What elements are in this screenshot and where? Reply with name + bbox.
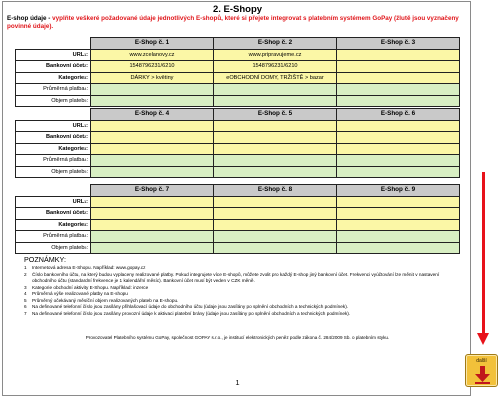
url-field[interactable] (337, 49, 460, 61)
account-field[interactable]: 1548796231/6210 (91, 61, 214, 73)
note-item: 4 Průměrná výše realizované platby na E-shopu (24, 291, 128, 296)
row-label-url: URL$^1$: (16, 120, 91, 132)
eshop-table-1 (15, 37, 460, 107)
account-field[interactable] (337, 208, 460, 220)
eshop-header: E-Shop č. 3 (337, 38, 460, 50)
category-field[interactable] (91, 143, 214, 155)
eshop-table-2 (15, 108, 460, 178)
red-arrow-head-icon (477, 333, 489, 345)
row-label-avg: Průměrná platba$^4$: (16, 231, 91, 243)
row-label-avg: Průměrná platba$^4$: (16, 155, 91, 167)
note-item: 2 Číslo bankovního účtu, na který budou vyplaceny realizované platby. Pokud integrujete více E-shopů, můžete zvolit pro každý E-shop jiný bankovní účet. Frekvenci vyúčtování lze měnit v nastavení obchodního účtu (standardní frekvence je 1 kalendářní měsíc). Bankovní účet musí být veden v CZK měně. (24, 271, 440, 283)
row-label-category: Kategorie$^3$: (16, 72, 91, 84)
category-field[interactable]: DÁRKY > květiny (91, 72, 214, 84)
avg-payment-field[interactable] (337, 84, 460, 96)
intro-dash: - (46, 15, 53, 22)
url-field[interactable] (91, 196, 214, 208)
next-page-button[interactable] (465, 354, 498, 387)
url-field[interactable] (91, 120, 214, 132)
url-field[interactable] (214, 196, 337, 208)
notes-list (24, 265, 444, 317)
intro-text (7, 15, 462, 31)
url-field[interactable] (337, 120, 460, 132)
avg-payment-field[interactable] (337, 155, 460, 167)
eshop-header: E-Shop č. 1 (91, 38, 214, 50)
volume-field[interactable] (214, 166, 337, 178)
eshop-table-3 (15, 184, 460, 254)
eshop-header: E-Shop č. 2 (214, 38, 337, 50)
next-button-label: další (476, 358, 487, 364)
volume-field[interactable] (337, 166, 460, 178)
intro-label: E-shop údaje (7, 15, 47, 22)
note-item: 5 Průměrný očekávaný měsíční objem realizovaných plateb na E-shopu. (24, 297, 179, 303)
avg-payment-field[interactable] (91, 155, 214, 167)
eshop-header: E-Shop č. 8 (214, 185, 337, 197)
category-field[interactable] (337, 143, 460, 155)
account-field[interactable]: 1548796231/6210 (214, 61, 337, 73)
volume-field[interactable] (91, 95, 214, 107)
arrow-down-icon (475, 366, 490, 384)
account-field[interactable] (214, 132, 337, 144)
url-field[interactable] (214, 120, 337, 132)
volume-field[interactable] (91, 242, 214, 254)
note-item: 6 Na definované telefonní číslo jsou zasílány přihlašovací údaje do obchodního účtu (údaje jsou zasílány po splnění obchodních a technických podmínek). (24, 304, 349, 309)
volume-field[interactable] (337, 242, 460, 254)
intro-instructions: vyplňte veškeré požadované údaje jednotlivých E-shopů, které si přejete integrovat s platebním systémem GoPay (žlutě jsou vyznačeny povinné údaje). (7, 15, 459, 31)
row-label-volume: Objem plateb$^5$: (16, 166, 91, 178)
avg-payment-field[interactable] (337, 231, 460, 243)
category-field[interactable] (214, 219, 337, 231)
row-label-account: Bankovní účet$^2$: (16, 61, 91, 73)
note-item: 1 Internetová adresa E-Shopu. Například: www.gopay.cz (24, 265, 146, 270)
url-field[interactable]: www.zcelanovy.cz (91, 49, 214, 61)
row-label-category: Kategorie$^3$: (16, 143, 91, 155)
url-field[interactable]: www.pripravujeme.cz (214, 49, 337, 61)
row-label-account: Bankovní účet$^2$: (16, 208, 91, 220)
row-label-url: URL$^1$: (16, 196, 91, 208)
eshop-header: E-Shop č. 7 (91, 185, 214, 197)
avg-payment-field[interactable] (91, 231, 214, 243)
volume-field[interactable] (214, 95, 337, 107)
page-title: 2. E-Shopy (212, 4, 263, 15)
notes-heading: POZNÁMKY: (24, 255, 66, 264)
eshop-header: E-Shop č. 9 (337, 185, 460, 197)
row-label-volume: Objem plateb$^5$: (16, 242, 91, 254)
avg-payment-field[interactable] (214, 155, 337, 167)
volume-field[interactable] (91, 166, 214, 178)
eshop-header: E-Shop č. 6 (337, 109, 460, 121)
category-field[interactable] (214, 143, 337, 155)
category-field[interactable] (337, 219, 460, 231)
footer-note: Provozovatel Platebního systému GoPay, společnost GOPAY s.r.o., je institucí elektronických peněz podle zákona č. 284/2009 Sb. o platebním styku. (85, 335, 390, 340)
row-label-url: URL$^1$: (16, 49, 91, 61)
volume-field[interactable] (214, 242, 337, 254)
row-label-volume: Objem plateb$^5$: (16, 95, 91, 107)
row-label-category: Kategorie$^3$: (16, 219, 91, 231)
eshop-header: E-Shop č. 5 (214, 109, 337, 121)
note-item: 7 Na definované telefonní číslo jsou zasílány provozní údaje k aktivaci platební brány (údaje jsou zasílány po splnění obchodních a technických podmínek). (24, 310, 351, 316)
category-field[interactable]: eOBCHODNÍ DOMY, TRŽIŠTĚ > bazar (214, 72, 337, 84)
row-label-avg: Průměrná platba$^4$: (16, 84, 91, 96)
avg-payment-field[interactable] (214, 231, 337, 243)
page-number: 1 (235, 378, 240, 387)
eshop-header: E-Shop č. 4 (91, 109, 214, 121)
account-field[interactable] (91, 208, 214, 220)
avg-payment-field[interactable] (91, 84, 214, 96)
note-item: 3 Kategorie obchodní aktivity E-Shopu. Například: inzerce (24, 284, 149, 290)
account-field[interactable] (337, 61, 460, 73)
account-field[interactable] (337, 132, 460, 144)
category-field[interactable] (337, 72, 460, 84)
account-field[interactable] (214, 208, 337, 220)
account-field[interactable] (91, 132, 214, 144)
category-field[interactable] (91, 219, 214, 231)
url-field[interactable] (337, 196, 460, 208)
avg-payment-field[interactable] (214, 84, 337, 96)
red-arrow-icon (482, 172, 485, 335)
row-label-account: Bankovní účet$^2$: (16, 132, 91, 144)
volume-field[interactable] (337, 95, 460, 107)
